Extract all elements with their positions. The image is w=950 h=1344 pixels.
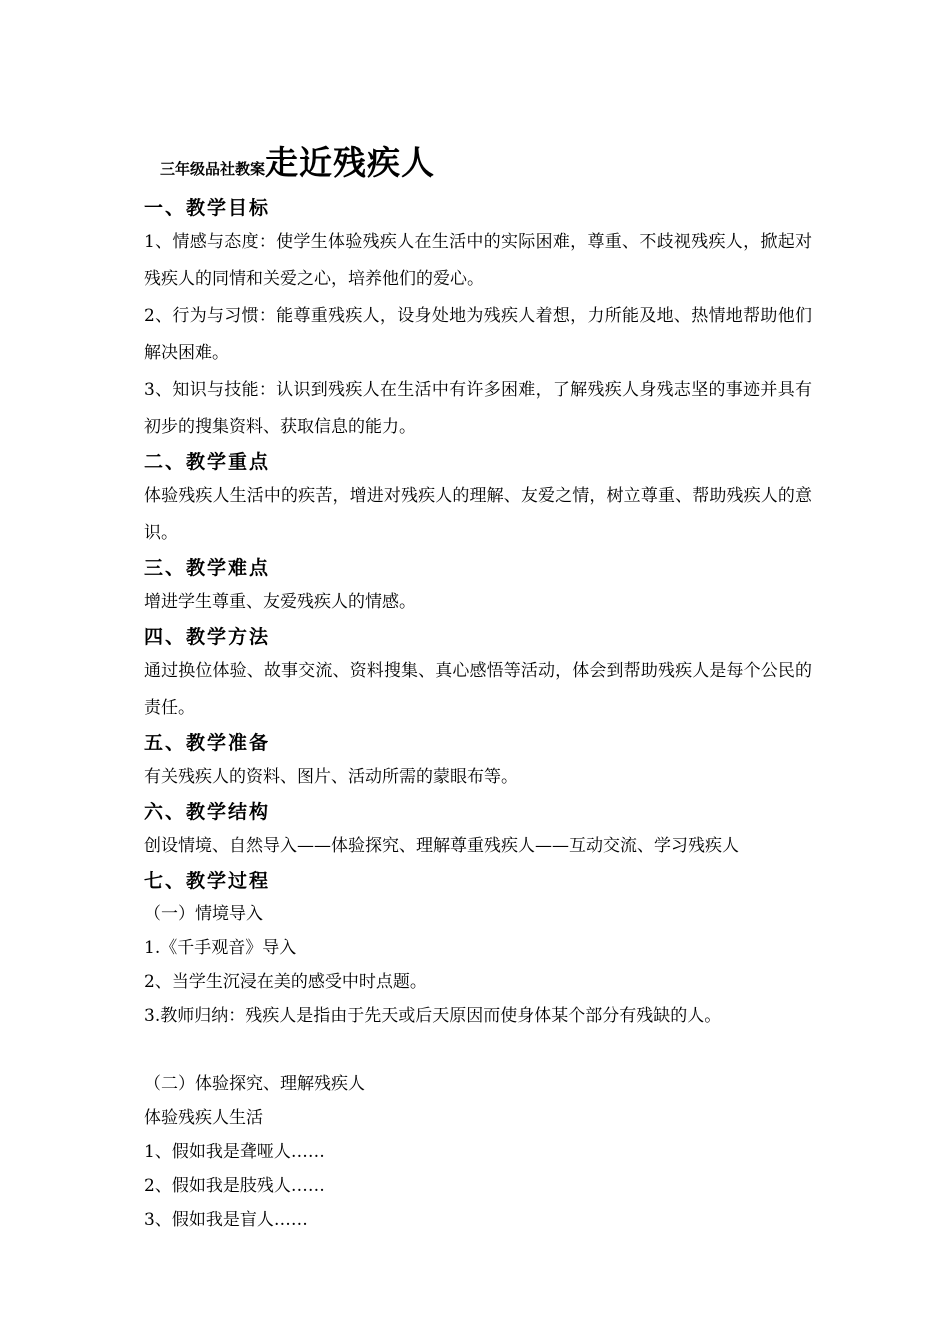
difficulties-paragraph: 增进学生尊重、友爱残疾人的情感。 — [144, 592, 416, 612]
structure-paragraph: 创设情境、自然导入——体验探究、理解尊重残疾人——互动交流、学习残疾人 — [144, 836, 739, 856]
goals-paragraph-3: 3、知识与技能：认识到残疾人在生活中有许多困难，了解残疾人身残志坚的事迹并具有初步的搜集资料、获取信息的能力。 — [144, 380, 812, 437]
goals-paragraph-1: 1、情感与态度：使学生体验残疾人在生活中的实际困难，尊重、不歧视残疾人，掀起对残疾人的同情和关爱之心，培养他们的爱心。 — [144, 232, 812, 289]
section-heading-preparation: 五、教学准备 — [144, 732, 271, 754]
process-subheading-1: （一）情境导入 — [144, 904, 263, 924]
process-line-2: 2、当学生沉浸在美的感受中时点题。 — [144, 972, 427, 992]
process-subheading-2: （二）体验探究、理解残疾人 — [144, 1074, 365, 1094]
process-line-7: 3、假如我是盲人…… — [144, 1210, 308, 1230]
title-prefix: 三年级品社教案 — [160, 160, 266, 178]
section-heading-process: 七、教学过程 — [144, 870, 271, 892]
section-heading-key-points: 二、教学重点 — [144, 451, 271, 473]
process-line-6: 2、假如我是肢残人…… — [144, 1176, 325, 1196]
blank-line — [144, 1033, 812, 1067]
methods-paragraph: 通过换位体验、故事交流、资料搜集、真心感悟等活动，体会到帮助残疾人是每个公民的责任。 — [144, 661, 812, 718]
process-line-5: 1、假如我是聋哑人…… — [144, 1142, 325, 1162]
preparation-paragraph: 有关残疾人的资料、图片、活动所需的蒙眼布等。 — [144, 767, 518, 787]
process-line-3: 3.教师归纳：残疾人是指由于先天或后天原因而使身体某个部分有残缺的人。 — [144, 1006, 722, 1026]
section-heading-methods: 四、教学方法 — [144, 626, 271, 648]
document-title — [160, 143, 436, 182]
process-line-4: 体验残疾人生活 — [144, 1108, 263, 1128]
section-heading-structure: 六、教学结构 — [144, 801, 271, 823]
title-main: 走近残疾人 — [265, 143, 436, 182]
goals-paragraph-2: 2、行为与习惯：能尊重残疾人，设身处地为残疾人着想，力所能及地、热情地帮助他们解决困难。 — [144, 306, 812, 363]
section-heading-difficulties: 三、教学难点 — [144, 557, 271, 579]
process-line-1: 1.《千手观音》导入 — [144, 938, 297, 958]
key-points-paragraph: 体验残疾人生活中的疾苦，增进对残疾人的理解、友爱之情，树立尊重、帮助残疾人的意识。 — [144, 486, 812, 543]
section-heading-goals: 一、教学目标 — [144, 197, 271, 219]
document-body — [144, 192, 812, 1237]
